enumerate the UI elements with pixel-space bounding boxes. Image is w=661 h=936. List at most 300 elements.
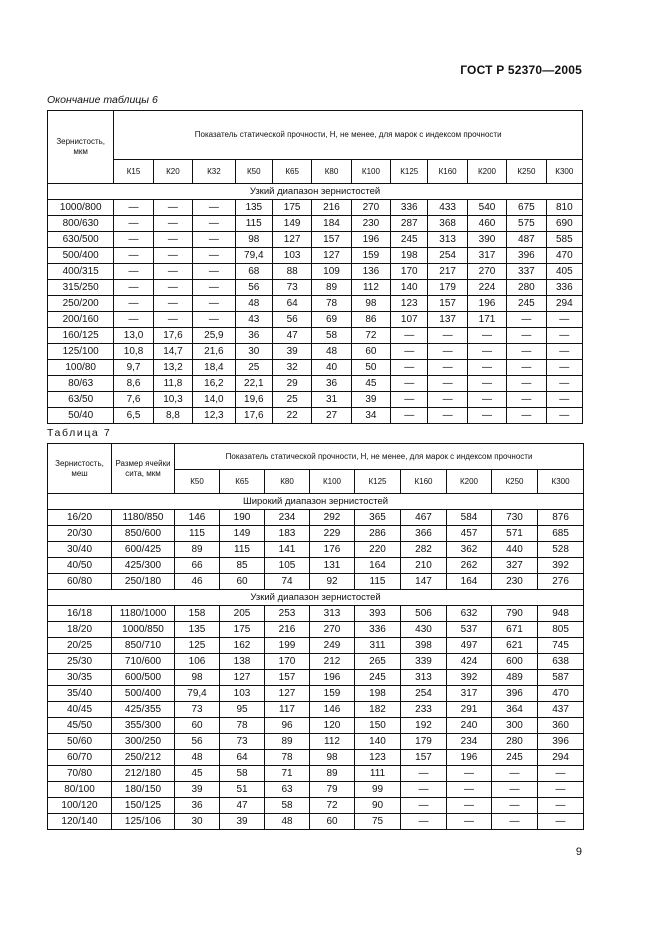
value-cell: 22 xyxy=(272,408,311,424)
table-row xyxy=(48,622,584,638)
value-cell: 123 xyxy=(355,750,401,766)
value-cell: 95 xyxy=(220,702,265,718)
value-cell: 79,4 xyxy=(175,686,220,702)
value-cell: 229 xyxy=(310,526,355,542)
value-cell: 1180/850 xyxy=(112,510,175,526)
grade-header: К32 xyxy=(193,160,236,184)
value-cell: — xyxy=(546,312,582,328)
grit-cell: 16/18 xyxy=(48,606,112,622)
value-cell: 157 xyxy=(265,670,310,686)
value-cell: 805 xyxy=(538,622,584,638)
value-cell: — xyxy=(153,248,192,264)
value-cell: 157 xyxy=(312,232,351,248)
value-cell: 135 xyxy=(235,200,272,216)
value-cell: 56 xyxy=(175,734,220,750)
table-row xyxy=(48,360,583,376)
grit-cell: 1000/800 xyxy=(48,200,114,216)
value-cell: — xyxy=(492,782,538,798)
grit-cell: 800/630 xyxy=(48,216,114,232)
value-cell: 127 xyxy=(272,232,311,248)
value-cell: 79,4 xyxy=(235,248,272,264)
value-cell: 11,8 xyxy=(153,376,192,392)
grit-cell: 80/100 xyxy=(48,782,112,798)
value-cell: 115 xyxy=(220,542,265,558)
value-cell: 164 xyxy=(447,574,492,590)
value-cell: 638 xyxy=(538,654,584,670)
value-cell: 175 xyxy=(220,622,265,638)
value-cell: 120 xyxy=(310,718,355,734)
value-cell: 876 xyxy=(538,510,584,526)
value-cell: 63 xyxy=(265,782,310,798)
value-cell: 234 xyxy=(265,510,310,526)
value-cell: — xyxy=(447,782,492,798)
value-cell: — xyxy=(391,376,428,392)
grit-cell: 400/315 xyxy=(48,264,114,280)
value-cell: 584 xyxy=(447,510,492,526)
table-row xyxy=(48,280,583,296)
table6-group-header: Показатель статической прочности, Н, не менее, для марок с индексом прочности xyxy=(114,111,583,160)
table-row xyxy=(48,734,584,750)
value-cell: 396 xyxy=(507,248,546,264)
grit-cell: 500/400 xyxy=(48,248,114,264)
value-cell: 89 xyxy=(310,766,355,782)
grade-header: К100 xyxy=(310,470,355,494)
value-cell: 48 xyxy=(175,750,220,766)
value-cell: 280 xyxy=(507,280,546,296)
value-cell: 291 xyxy=(447,702,492,718)
value-cell: — xyxy=(153,312,192,328)
value-cell: 127 xyxy=(312,248,351,264)
value-cell: 109 xyxy=(312,264,351,280)
value-cell: 131 xyxy=(310,558,355,574)
value-cell: — xyxy=(507,360,546,376)
value-cell: 179 xyxy=(428,280,467,296)
value-cell: 790 xyxy=(492,606,538,622)
value-cell: 487 xyxy=(507,232,546,248)
table-row xyxy=(48,344,583,360)
value-cell: 99 xyxy=(355,782,401,798)
value-cell: 286 xyxy=(355,526,401,542)
value-cell: 47 xyxy=(220,798,265,814)
value-cell: — xyxy=(507,344,546,360)
grit-cell: 315/250 xyxy=(48,280,114,296)
value-cell: 184 xyxy=(312,216,351,232)
value-cell: 233 xyxy=(401,702,447,718)
table-row xyxy=(48,328,583,344)
grade-header: К250 xyxy=(492,470,538,494)
value-cell: — xyxy=(153,264,192,280)
value-cell: 40 xyxy=(312,360,351,376)
value-cell: — xyxy=(114,248,153,264)
value-cell: 254 xyxy=(428,248,467,264)
value-cell: 72 xyxy=(310,798,355,814)
value-cell: 48 xyxy=(265,814,310,830)
value-cell: 72 xyxy=(351,328,390,344)
value-cell: 245 xyxy=(355,670,401,686)
value-cell: 36 xyxy=(312,376,351,392)
value-cell: 56 xyxy=(272,312,311,328)
value-cell: 98 xyxy=(235,232,272,248)
value-cell: 528 xyxy=(538,542,584,558)
value-cell: 36 xyxy=(235,328,272,344)
value-cell: 205 xyxy=(220,606,265,622)
value-cell: 336 xyxy=(391,200,428,216)
grit-cell: 30/35 xyxy=(48,670,112,686)
value-cell: 164 xyxy=(355,558,401,574)
value-cell: 27 xyxy=(312,408,351,424)
value-cell: 115 xyxy=(355,574,401,590)
value-cell: 948 xyxy=(538,606,584,622)
value-cell: — xyxy=(153,296,192,312)
value-cell: 115 xyxy=(235,216,272,232)
value-cell: 249 xyxy=(310,638,355,654)
value-cell: 270 xyxy=(467,264,506,280)
value-cell: 175 xyxy=(272,200,311,216)
value-cell: — xyxy=(428,408,467,424)
grit-cell: 20/30 xyxy=(48,526,112,542)
value-cell: — xyxy=(401,798,447,814)
value-cell: 17,6 xyxy=(153,328,192,344)
value-cell: 7,6 xyxy=(114,392,153,408)
value-cell: 339 xyxy=(401,654,447,670)
value-cell: 50 xyxy=(351,360,390,376)
table-row xyxy=(48,638,584,654)
grade-header: К15 xyxy=(114,160,153,184)
value-cell: 600 xyxy=(492,654,538,670)
value-cell: 106 xyxy=(175,654,220,670)
value-cell: — xyxy=(114,280,153,296)
value-cell: 69 xyxy=(312,312,351,328)
grit-cell: 20/25 xyxy=(48,638,112,654)
value-cell: 89 xyxy=(312,280,351,296)
value-cell: 390 xyxy=(467,232,506,248)
table-row xyxy=(48,670,584,686)
value-cell: 317 xyxy=(467,248,506,264)
table-row xyxy=(48,702,584,718)
value-cell: — xyxy=(193,216,236,232)
grade-header: К250 xyxy=(507,160,546,184)
value-cell: 540 xyxy=(467,200,506,216)
value-cell: 393 xyxy=(355,606,401,622)
value-cell: 78 xyxy=(220,718,265,734)
value-cell: 336 xyxy=(546,280,582,296)
value-cell: — xyxy=(546,344,582,360)
grit-cell: 100/120 xyxy=(48,798,112,814)
grit-cell: 35/40 xyxy=(48,686,112,702)
value-cell: 850/710 xyxy=(112,638,175,654)
table-row xyxy=(48,232,583,248)
table7-caption: Таблица 7 xyxy=(47,427,112,439)
value-cell: 440 xyxy=(492,542,538,558)
value-cell: 571 xyxy=(492,526,538,542)
value-cell: 39 xyxy=(351,392,390,408)
value-cell: — xyxy=(467,408,506,424)
table-row xyxy=(48,216,583,232)
value-cell: 254 xyxy=(401,686,447,702)
value-cell: 45 xyxy=(351,376,390,392)
value-cell: 149 xyxy=(220,526,265,542)
value-cell: 198 xyxy=(355,686,401,702)
value-cell: 60 xyxy=(351,344,390,360)
table-row xyxy=(48,510,584,526)
value-cell: 196 xyxy=(351,232,390,248)
value-cell: 86 xyxy=(351,312,390,328)
value-cell: 36 xyxy=(175,798,220,814)
value-cell: 170 xyxy=(391,264,428,280)
value-cell: — xyxy=(507,392,546,408)
value-cell: 103 xyxy=(220,686,265,702)
value-cell: 176 xyxy=(310,542,355,558)
value-cell: 111 xyxy=(355,766,401,782)
value-cell: 171 xyxy=(467,312,506,328)
grade-header: К20 xyxy=(153,160,192,184)
value-cell: 364 xyxy=(492,702,538,718)
value-cell: — xyxy=(114,264,153,280)
value-cell: 98 xyxy=(175,670,220,686)
grade-header: К65 xyxy=(272,160,311,184)
value-cell: — xyxy=(467,360,506,376)
value-cell: — xyxy=(153,232,192,248)
table-6 xyxy=(47,110,583,424)
grit-cell: 63/50 xyxy=(48,392,114,408)
value-cell: — xyxy=(401,814,447,830)
table-row xyxy=(48,296,583,312)
value-cell: 125 xyxy=(175,638,220,654)
table6-section-narrow: Узкий диапазон зернистостей xyxy=(48,184,583,200)
table7-group-header: Показатель статической прочности, Н, не менее, для марок с индексом прочности xyxy=(175,444,584,470)
grade-header: К80 xyxy=(312,160,351,184)
value-cell: 75 xyxy=(355,814,401,830)
value-cell: 506 xyxy=(401,606,447,622)
value-cell: 224 xyxy=(467,280,506,296)
value-cell: 30 xyxy=(175,814,220,830)
grade-header: К80 xyxy=(265,470,310,494)
value-cell: 675 xyxy=(507,200,546,216)
value-cell: 212/180 xyxy=(112,766,175,782)
value-cell: 105 xyxy=(265,558,310,574)
grit-cell: 200/160 xyxy=(48,312,114,328)
value-cell: 280 xyxy=(492,734,538,750)
grade-header: К125 xyxy=(355,470,401,494)
value-cell: 135 xyxy=(175,622,220,638)
grade-header: К50 xyxy=(175,470,220,494)
value-cell: 600/500 xyxy=(112,670,175,686)
value-cell: — xyxy=(492,814,538,830)
grit-cell: 16/20 xyxy=(48,510,112,526)
value-cell: — xyxy=(391,408,428,424)
value-cell: 73 xyxy=(220,734,265,750)
value-cell: 78 xyxy=(265,750,310,766)
value-cell: 56 xyxy=(235,280,272,296)
value-cell: 183 xyxy=(265,526,310,542)
table-7 xyxy=(47,443,584,830)
value-cell: — xyxy=(467,392,506,408)
value-cell: 392 xyxy=(538,558,584,574)
value-cell: 196 xyxy=(467,296,506,312)
value-cell: 250/180 xyxy=(112,574,175,590)
value-cell: 730 xyxy=(492,510,538,526)
table-row xyxy=(48,408,583,424)
value-cell: 500/400 xyxy=(112,686,175,702)
value-cell: 25,9 xyxy=(193,328,236,344)
value-cell: 190 xyxy=(220,510,265,526)
value-cell: 74 xyxy=(265,574,310,590)
value-cell: 250/212 xyxy=(112,750,175,766)
value-cell: — xyxy=(467,376,506,392)
value-cell: 96 xyxy=(265,718,310,734)
value-cell: — xyxy=(114,216,153,232)
grit-cell: 160/125 xyxy=(48,328,114,344)
value-cell: 25 xyxy=(272,392,311,408)
value-cell: — xyxy=(428,360,467,376)
value-cell: 8,6 xyxy=(114,376,153,392)
value-cell: — xyxy=(428,328,467,344)
value-cell: 230 xyxy=(351,216,390,232)
value-cell: 71 xyxy=(265,766,310,782)
value-cell: 671 xyxy=(492,622,538,638)
value-cell: 276 xyxy=(538,574,584,590)
value-cell: 58 xyxy=(312,328,351,344)
value-cell: 13,0 xyxy=(114,328,153,344)
value-cell: 103 xyxy=(272,248,311,264)
value-cell: 240 xyxy=(447,718,492,734)
value-cell: 470 xyxy=(538,686,584,702)
value-cell: 149 xyxy=(272,216,311,232)
value-cell: — xyxy=(492,766,538,782)
value-cell: 585 xyxy=(546,232,582,248)
value-cell: 365 xyxy=(355,510,401,526)
value-cell: 90 xyxy=(355,798,401,814)
value-cell: 125/106 xyxy=(112,814,175,830)
value-cell: 265 xyxy=(355,654,401,670)
value-cell: 311 xyxy=(355,638,401,654)
value-cell: — xyxy=(538,766,584,782)
document-code: ГОСТ Р 52370—2005 xyxy=(460,63,582,77)
value-cell: 368 xyxy=(428,216,467,232)
value-cell: 212 xyxy=(310,654,355,670)
table-row xyxy=(48,392,583,408)
table-row xyxy=(48,750,584,766)
value-cell: 180/150 xyxy=(112,782,175,798)
grit-cell: 40/50 xyxy=(48,558,112,574)
grit-cell: 80/63 xyxy=(48,376,114,392)
value-cell: 457 xyxy=(447,526,492,542)
value-cell: 159 xyxy=(310,686,355,702)
value-cell: 127 xyxy=(220,670,265,686)
value-cell: 360 xyxy=(538,718,584,734)
value-cell: 10,8 xyxy=(114,344,153,360)
value-cell: 60 xyxy=(175,718,220,734)
value-cell: — xyxy=(538,782,584,798)
value-cell: 575 xyxy=(507,216,546,232)
value-cell: 270 xyxy=(310,622,355,638)
value-cell: 18,4 xyxy=(193,360,236,376)
table-row xyxy=(48,654,584,670)
value-cell: 138 xyxy=(220,654,265,670)
value-cell: 810 xyxy=(546,200,582,216)
grade-header: К300 xyxy=(546,160,582,184)
value-cell: 253 xyxy=(265,606,310,622)
table-row xyxy=(48,718,584,734)
grit-cell: 45/50 xyxy=(48,718,112,734)
grade-header: К65 xyxy=(220,470,265,494)
value-cell: 234 xyxy=(447,734,492,750)
value-cell: — xyxy=(193,280,236,296)
table7-col1-header: Зернистость, меш xyxy=(48,444,112,494)
value-cell: 17,6 xyxy=(235,408,272,424)
value-cell: 150 xyxy=(355,718,401,734)
value-cell: — xyxy=(492,798,538,814)
value-cell: 196 xyxy=(447,750,492,766)
value-cell: 48 xyxy=(235,296,272,312)
value-cell: 355/300 xyxy=(112,718,175,734)
value-cell: 1000/850 xyxy=(112,622,175,638)
value-cell: 58 xyxy=(220,766,265,782)
grit-cell: 50/60 xyxy=(48,734,112,750)
value-cell: 107 xyxy=(391,312,428,328)
value-cell: 467 xyxy=(401,510,447,526)
value-cell: 140 xyxy=(391,280,428,296)
table-row xyxy=(48,606,584,622)
value-cell: 179 xyxy=(401,734,447,750)
value-cell: — xyxy=(114,200,153,216)
value-cell: 192 xyxy=(401,718,447,734)
grade-header: К160 xyxy=(401,470,447,494)
value-cell: — xyxy=(391,328,428,344)
value-cell: 112 xyxy=(351,280,390,296)
value-cell: 294 xyxy=(546,296,582,312)
value-cell: — xyxy=(401,782,447,798)
value-cell: 287 xyxy=(391,216,428,232)
value-cell: 460 xyxy=(467,216,506,232)
value-cell: 313 xyxy=(428,232,467,248)
table6-caption: Окончание таблицы 6 xyxy=(47,94,158,106)
value-cell: 14,0 xyxy=(193,392,236,408)
value-cell: 136 xyxy=(351,264,390,280)
value-cell: 60 xyxy=(310,814,355,830)
value-cell: 270 xyxy=(351,200,390,216)
value-cell: — xyxy=(546,392,582,408)
value-cell: 398 xyxy=(401,638,447,654)
value-cell: 162 xyxy=(220,638,265,654)
value-cell: 21,6 xyxy=(193,344,236,360)
value-cell: — xyxy=(447,814,492,830)
value-cell: — xyxy=(153,216,192,232)
table-row xyxy=(48,248,583,264)
value-cell: — xyxy=(546,408,582,424)
grade-header: К200 xyxy=(467,160,506,184)
page-number: 9 xyxy=(575,846,582,858)
value-cell: 16,2 xyxy=(193,376,236,392)
value-cell: 710/600 xyxy=(112,654,175,670)
value-cell: — xyxy=(507,408,546,424)
table-row xyxy=(48,376,583,392)
table-row xyxy=(48,814,584,830)
value-cell: 30 xyxy=(235,344,272,360)
value-cell: — xyxy=(447,766,492,782)
value-cell: 32 xyxy=(272,360,311,376)
value-cell: 112 xyxy=(310,734,355,750)
grit-cell: 40/45 xyxy=(48,702,112,718)
value-cell: 127 xyxy=(265,686,310,702)
value-cell: 85 xyxy=(220,558,265,574)
table-row xyxy=(48,264,583,280)
table-row xyxy=(48,798,584,814)
table6-col1-header: Зернистость, мкм xyxy=(48,111,114,184)
value-cell: — xyxy=(114,296,153,312)
value-cell: 621 xyxy=(492,638,538,654)
value-cell: 396 xyxy=(492,686,538,702)
